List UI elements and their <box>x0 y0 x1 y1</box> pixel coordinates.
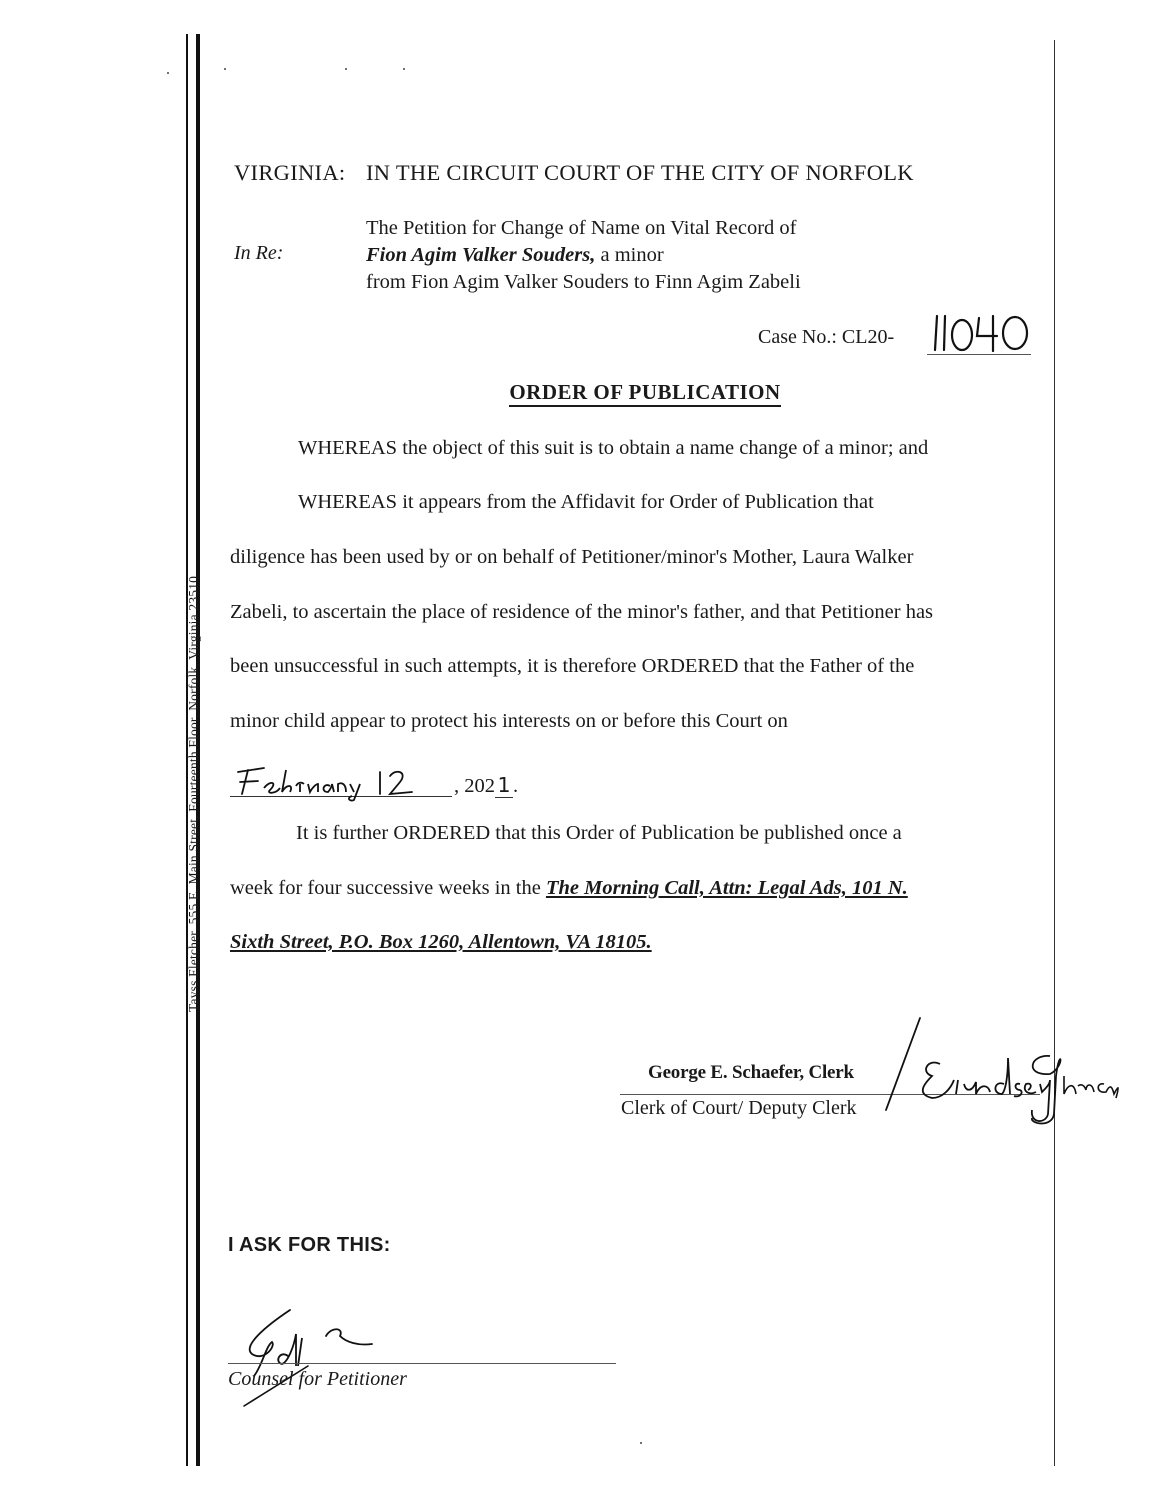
year-handwritten: 1 <box>495 773 513 798</box>
publication-name: The Morning Call, Attn: Legal Ads, 101 N. <box>545 877 908 899</box>
counsel-label: Counsel for Petitioner <box>228 1368 407 1390</box>
clerk-name: George E. Schaefer, Clerk <box>648 1062 854 1083</box>
handwritten-date <box>230 762 452 802</box>
further-ordered-line-1: It is further ORDERED that this Order of Publication be published once a <box>296 822 902 844</box>
case-prefix: CL20- <box>841 326 895 348</box>
whereas-2-line-4: been unsuccessful in such attempts, it is therefore ORDERED that the Father of the <box>230 655 915 677</box>
in-re-line-1: The Petition for Change of Name on Vital Record of <box>366 217 797 239</box>
in-re-label: In Re: <box>234 242 284 264</box>
appearance-date-field <box>230 762 452 797</box>
firm-address-sidebar: Tavss Fletcher, 555 E. Main Street, Fourteenth Floor, Norfolk, Virginia 23510 <box>186 575 201 1012</box>
case-number-handwritten <box>927 310 1031 355</box>
clerk-handwritten-signature <box>880 1014 1120 1134</box>
year-suffix: . <box>513 775 519 797</box>
court-heading <box>234 160 914 186</box>
court-name: IN THE CIRCUIT COURT OF THE CITY OF NORFOLK <box>366 160 914 185</box>
scan-speck <box>224 68 226 70</box>
ask-for-this-label: I ASK FOR THIS: <box>228 1234 391 1256</box>
scan-speck <box>403 68 405 70</box>
case-label: Case No.: <box>758 326 837 348</box>
in-re-caption <box>366 215 801 296</box>
scan-speck <box>167 72 169 74</box>
court-state: VIRGINIA: <box>234 160 346 185</box>
counsel-signature-line <box>228 1363 616 1364</box>
document-title-text: ORDER OF PUBLICATION <box>509 380 780 407</box>
margin-rule-right <box>1054 40 1055 1466</box>
further-ordered-line-2 <box>230 877 908 900</box>
handwritten-case-digits <box>927 310 1031 354</box>
publication-lead: week for four successive weeks in the <box>230 877 546 899</box>
year-prefix: , 202 <box>454 775 495 797</box>
whereas-2-line-2: diligence has been used by or on behalf of Petitioner/minor's Mother, Laura Walker <box>230 546 914 568</box>
whereas-paragraph-1: WHEREAS the object of this suit is to obtain a name change of a minor; and <box>298 437 929 459</box>
publication-address: Sixth Street, P.O. Box 1260, Allentown, VA 18105. <box>230 931 652 953</box>
whereas-2-line-1: WHEREAS it appears from the Affidavit for Order of Publication that <box>298 491 874 513</box>
whereas-2-line-3: Zabeli, to ascertain the place of residence of the minor's father, and that Petitioner has <box>230 601 934 623</box>
scan-speck <box>345 68 347 70</box>
clerk-role: Clerk of Court/ Deputy Clerk <box>621 1097 857 1119</box>
document-title <box>0 380 1150 405</box>
counsel-handwritten-signature <box>236 1306 386 1410</box>
whereas-2-line-5: minor child appear to protect his interests on or before this Court on <box>230 710 788 732</box>
appearance-year <box>454 773 518 798</box>
minor-suffix: a minor <box>595 244 664 266</box>
in-re-line-2 <box>366 242 801 269</box>
case-number <box>758 326 894 349</box>
minor-name: Fion Agim Valker Souders, <box>366 244 596 266</box>
in-re-line-3: from Fion Agim Valker Souders to Finn Agim Zabeli <box>366 271 801 293</box>
scan-speck <box>640 1442 642 1444</box>
